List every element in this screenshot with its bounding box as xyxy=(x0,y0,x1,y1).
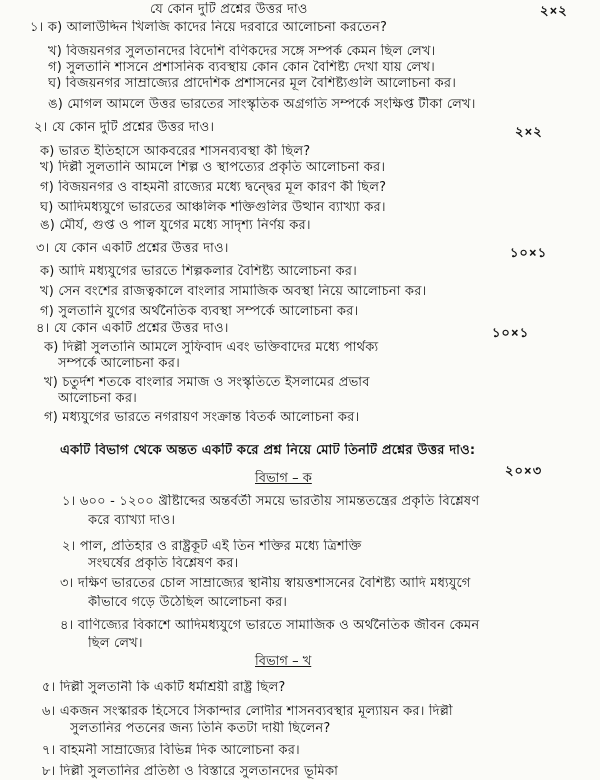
question-line: ৬। একজন সংস্কারক হিসেবে সিকান্দার লোদীর শাসনব্যবস্থার মূল্যায়ন কর। দিল্লী xyxy=(42,704,453,719)
question-line: গ) সুলতানি যুগের অর্থনৈতিক ব্যবস্থা সম্পর্কে আলোচনা কর। xyxy=(40,304,359,319)
marks-label: ২০×৩ xyxy=(505,464,543,479)
question-line: গ) মধ্যযুগের ভারতে নগরায়ণ সংক্রান্ত বিতর্ক আলোচনা কর। xyxy=(44,410,360,425)
question-line: ৩। দক্ষিণ ভারতের চোল সাম্রাজ্যের স্থানীয় স্বায়ত্তশাসনের বৈশিষ্ট্য আদি মধ্যযুগে xyxy=(60,576,471,591)
marks-label: ২×২ xyxy=(540,4,568,19)
question-line: ঘ) বিজয়নগর সাম্রাজ্যের প্রাদেশিক প্রশাসনের মূল বৈশিষ্ট্যগুলি আলোচনা কর। xyxy=(48,76,457,91)
question-heading: ২। যে কোন দুটি প্রশ্নের উত্তর দাও। xyxy=(34,120,215,135)
question-line: সম্পর্কে আলোচনা কর। xyxy=(58,356,180,371)
question-line: ক) আদি মধ্যযুগের ভারতে শিল্পকলার বৈশিষ্ট্য আলোচনা কর। xyxy=(40,264,357,279)
question-line: ৭। বাহমনী সাম্রাজ্যের বিভিন্ন দিক আলোচনা কর। xyxy=(42,743,300,758)
question-line: ৪। বাণিজ্যের বিকাশে আদিমধ্যযুগে ভারতে সামাজিক ও অর্থনৈতিক জীবন কেমন xyxy=(60,618,480,633)
question-line: ঙ) মোগল আমলে উত্তর ভারতের সাংস্কৃতিক অগ্রগতি সম্পর্কে সংক্ষিপ্ত টীকা লেখ। xyxy=(48,97,476,112)
question-line: গ) সুলতানি শাসনে প্রশাসনিক ব্যবস্থায় কোন কোন বৈশিষ্ট্য দেখা যায় লেখ। xyxy=(48,60,435,75)
question-line: ৮। দিল্লী সুলতানির প্রতিষ্ঠা ও বিস্তারে সুলতানদের ভূমিকা xyxy=(42,764,339,779)
question-line: সুলতানির পতনের জন্য তিনি কতটা দায়ী ছিলেন? xyxy=(70,721,331,736)
question-line: খ) সেন বংশের রাজত্বকালে বাংলার সামাজিক অবস্থা নিয়ে আলোচনা কর। xyxy=(40,284,427,299)
question-line: ঘ) আদিমধ্যযুগে ভারতের আঞ্চলিক শক্তিগুলির উত্থান ব্যাখ্যা কর। xyxy=(40,200,386,215)
question-line: ১। ক) আলাউদ্দিন খিলজি কাদের নিয়ে দরবারে আলোচনা করতেন? xyxy=(30,20,388,35)
question-line: আলোচনা কর। xyxy=(58,391,138,406)
question-line: খ) দিল্লী সুলতানি আমলে শিল্প ও স্থাপত্যের প্রকৃতি আলোচনা কর। xyxy=(40,160,386,175)
question-line: খ) বিজয়নগর সুলতানদের বিদেশি বণিকদের সঙ্গে সম্পর্ক কেমন ছিল লেখ। xyxy=(48,44,436,59)
question-line: ক) ভারত ইতিহাসে আকবরের শাসনব্যবস্থা কী ছিল? xyxy=(40,144,311,159)
question-line: ক) দিল্লী সুলতানি আমলে সুফিবাদ এবং ভক্তিবাদের মধ্যে পার্থক্য xyxy=(44,340,379,355)
instruction-line: যে কোন দুটি প্রশ্নের উত্তর দাও xyxy=(150,2,308,17)
question-heading: ৩। যে কোন একটি প্রশ্নের উত্তর দাও। xyxy=(36,241,229,256)
question-line: করে ব্যাখ্যা দাও। xyxy=(88,513,176,528)
question-line: ছিল লেখ। xyxy=(88,636,143,651)
question-line: গ) বিজয়নগর ও বাহমনী রাজ্যের মধ্যে দ্বন্দ্বের মূল কারণ কী ছিল? xyxy=(40,180,387,195)
question-line: ৫। দিল্লী সুলতানী কি একটি ধর্মাশ্রয়ী রাষ্ট্র ছিল? xyxy=(42,680,286,695)
question-heading: ৪। যে কোন একটি প্রশ্নের উত্তর দাও। xyxy=(36,321,229,336)
question-line: কীভাবে গড়ে উঠেছিল আলোচনা কর। xyxy=(88,595,288,610)
question-line: সংঘর্ষের প্রকৃতি বিশ্লেষণ কর। xyxy=(88,556,239,571)
marks-label: ১০×১ xyxy=(492,326,530,341)
question-line: খ) চতুর্দশ শতকে বাংলার সমাজ ও সংস্কৃতিতে ইসলামের প্রভাব xyxy=(44,375,370,390)
question-line: ১। ৬০০ - ১২০০ খ্রীষ্টাব্দের অন্তর্বর্তী সময়ে ভারতীয় সামন্ততন্ত্রের প্রকৃতি বিশ্লেষণ xyxy=(62,494,480,509)
question-line: ২। পাল, প্রতিহার ও রাষ্ট্রকূট এই তিন শক্তির মধ্যে ত্রিশক্তি xyxy=(62,539,362,554)
question-line: ঙ) মৌর্য, গুপ্ত ও পাল যুগের মধ্যে সাদৃশ্য নির্ণয় কর। xyxy=(40,218,311,233)
marks-label: ২×২ xyxy=(515,125,543,140)
section-instruction: একটি বিভাগ থেকে অন্তত একটি করে প্রশ্ন নিয়ে মোট তিনটি প্রশ্নের উত্তর দাও: xyxy=(60,443,476,458)
marks-label: ১০×১ xyxy=(510,246,548,261)
section-heading-ka: বিভাগ – ক xyxy=(255,471,312,486)
section-heading-kha: বিভাগ – খ xyxy=(255,654,312,669)
